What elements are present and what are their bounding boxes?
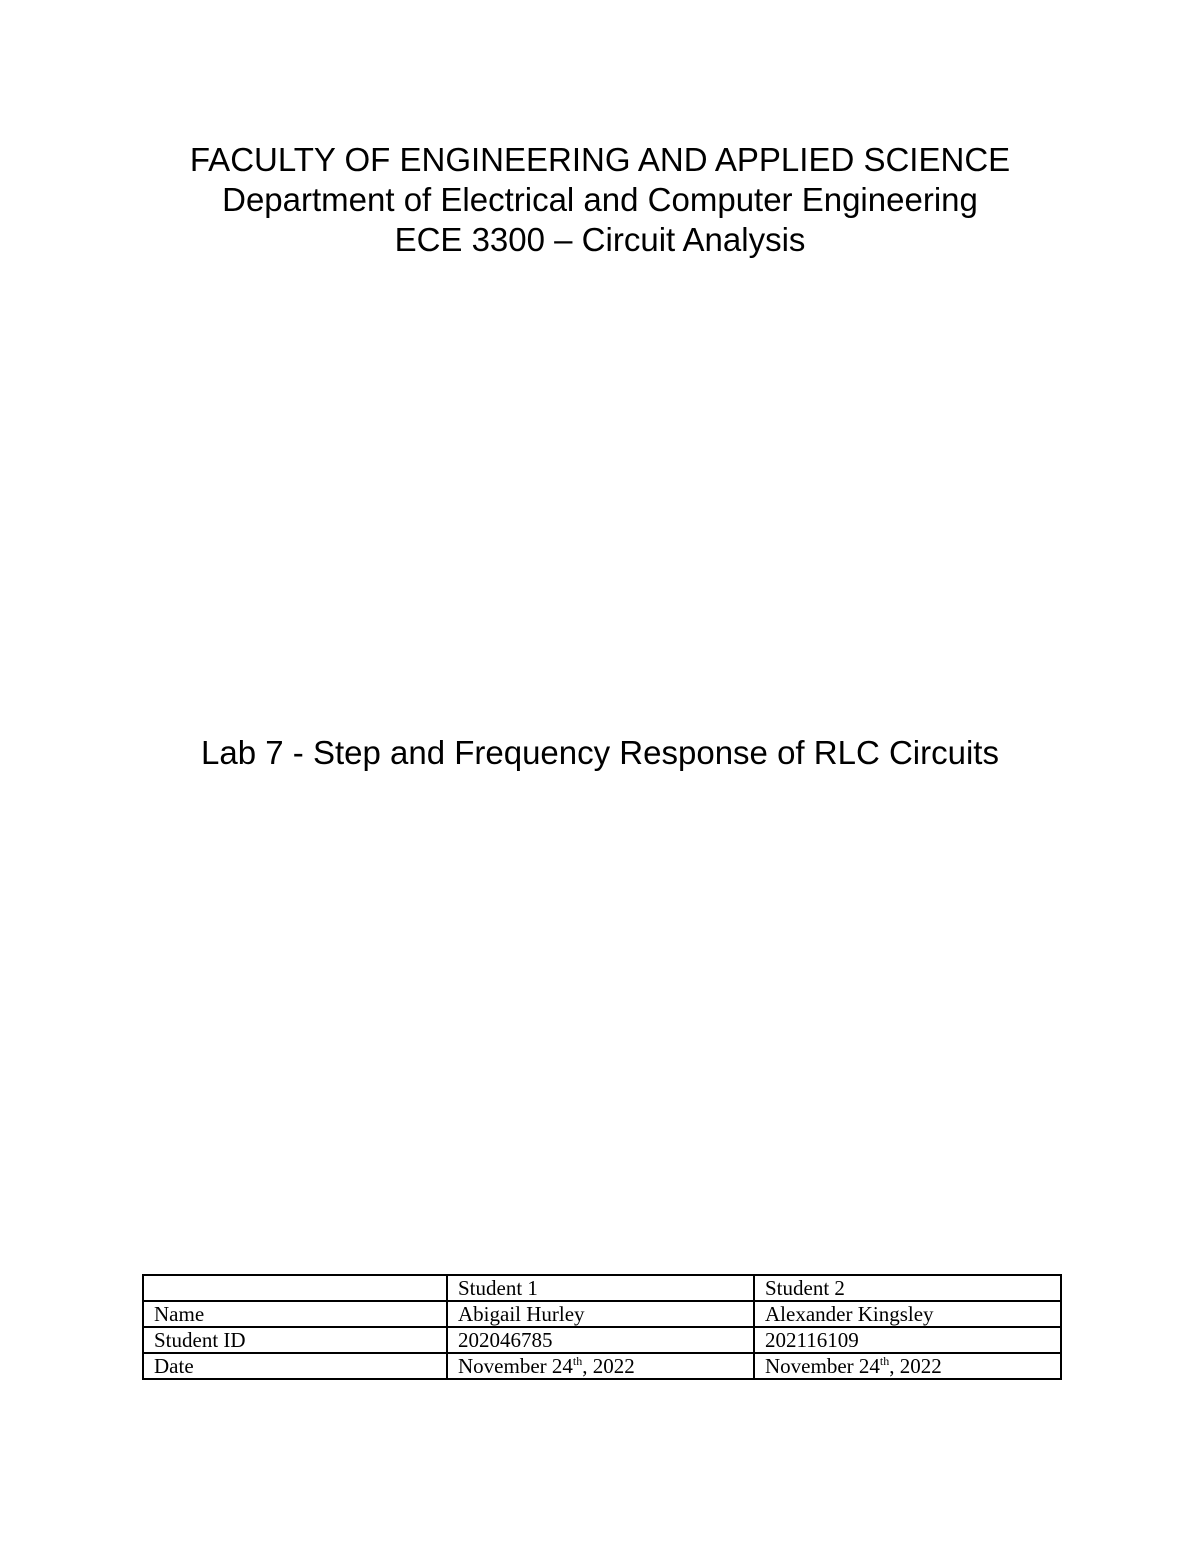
date-text: November 24: [458, 1354, 573, 1378]
student-2-name: Alexander Kingsley: [754, 1301, 1061, 1327]
student-1-date: [447, 1353, 754, 1379]
table-row-date: [143, 1353, 1061, 1379]
table-row-name: [143, 1301, 1061, 1327]
header-cell-student-1: Student 1: [447, 1275, 754, 1301]
course-heading: ECE 3300 – Circuit Analysis: [394, 221, 806, 258]
table-row-student-id: [143, 1327, 1061, 1353]
date-ordinal-suffix: th: [879, 1354, 890, 1368]
row-label-student-id: Student ID: [143, 1327, 447, 1353]
student-1-id: 202046785: [447, 1327, 754, 1353]
student-2-date: [754, 1353, 1061, 1379]
header-cell-empty: [143, 1275, 447, 1301]
date-ordinal-suffix: th: [572, 1354, 583, 1368]
student-info-table: [142, 1274, 1062, 1380]
date-year: , 2022: [582, 1354, 635, 1378]
title-block: [0, 140, 1200, 260]
date-text: November 24: [765, 1354, 880, 1378]
row-label-name: Name: [143, 1301, 447, 1327]
table-header-row: [143, 1275, 1061, 1301]
department-heading: Department of Electrical and Computer Engineering: [222, 181, 978, 218]
student-2-id: 202116109: [754, 1327, 1061, 1353]
header-cell-student-2: Student 2: [754, 1275, 1061, 1301]
date-year: , 2022: [889, 1354, 942, 1378]
row-label-date: Date: [143, 1353, 447, 1379]
student-1-name: Abigail Hurley: [447, 1301, 754, 1327]
faculty-heading: FACULTY OF ENGINEERING AND APPLIED SCIENCE: [189, 141, 1011, 178]
lab-title: Lab 7 - Step and Frequency Response of RLC Circuits: [201, 734, 999, 771]
